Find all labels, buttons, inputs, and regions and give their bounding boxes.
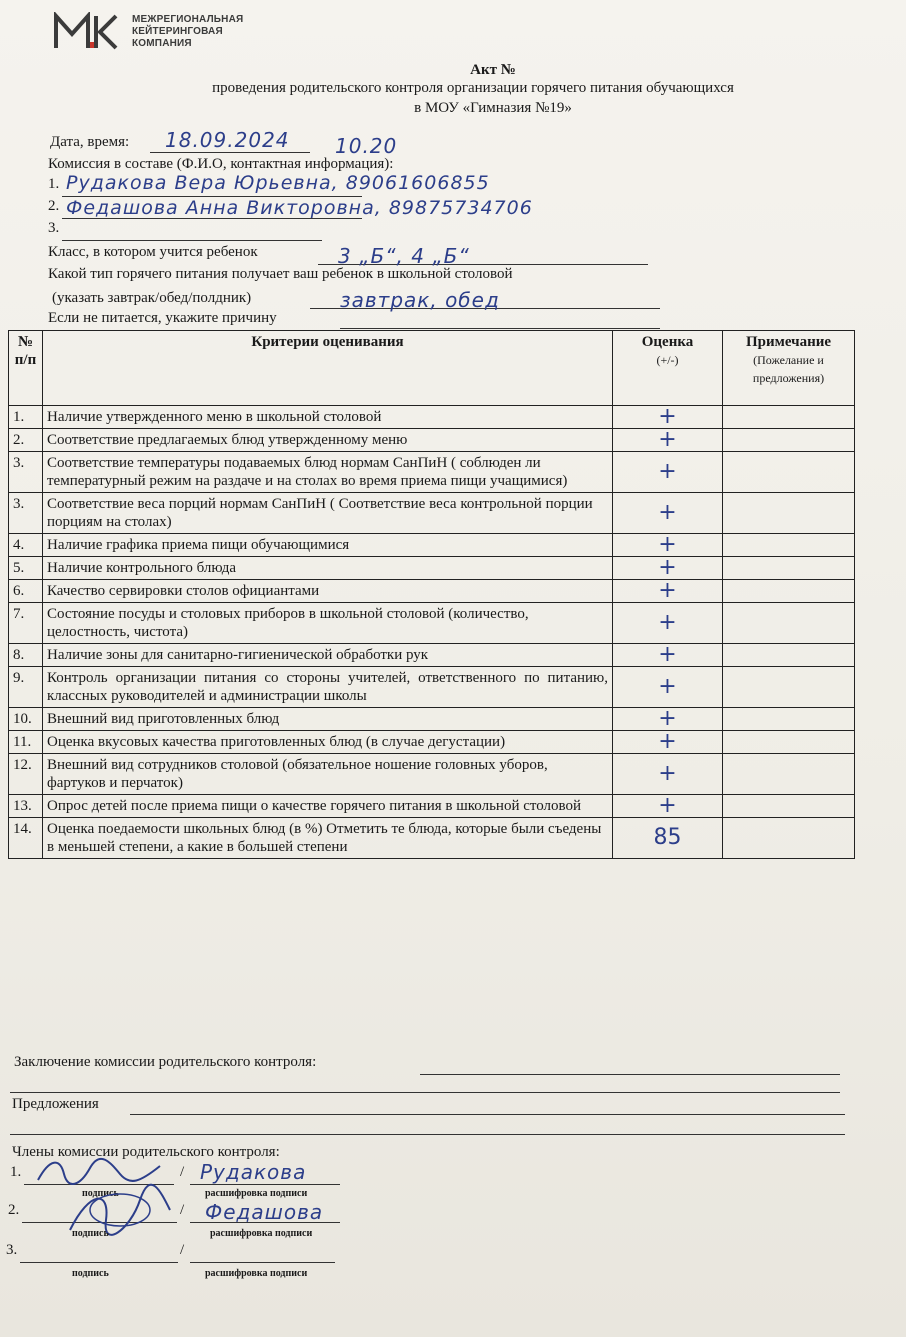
sig1-caption-decode: расшифровка подписи: [205, 1188, 308, 1199]
sig1-decode-line[interactable]: [190, 1184, 340, 1185]
row-num: 3.: [9, 452, 43, 493]
row-criterion: Соответствие предлагаемых блюд утвержденному меню: [43, 429, 613, 452]
row-num: 11.: [9, 731, 43, 754]
date-label: Дата, время:: [50, 134, 130, 150]
row-criterion: Наличие зоны для санитарно-гигиенической обработки рук: [43, 644, 613, 667]
sig2-number: 2.: [8, 1202, 20, 1218]
logo-line: МЕЖРЕГИОНАЛЬНАЯ: [132, 14, 244, 25]
row-score[interactable]: +: [613, 493, 723, 534]
sig1-name[interactable]: Рудакова: [200, 1160, 307, 1184]
row-num: 13.: [9, 795, 43, 818]
sig2-caption-decode: расшифровка подписи: [210, 1228, 313, 1239]
member2-value[interactable]: Федашова Анна Викторовна, 89875734706: [66, 197, 533, 219]
row-num: 14.: [9, 818, 43, 859]
sig3-decode-line[interactable]: [190, 1262, 335, 1263]
table-row: [9, 429, 855, 452]
logo-text: [132, 14, 243, 50]
row-criterion: Качество сервировки столов официантами: [43, 580, 613, 603]
date-underline: [150, 152, 310, 153]
row-criterion: Соответствие температуры подаваемых блюд нормам СанПиН ( соблюден ли температурный режим на раздаче и на столах во время приема пищи учащимися): [43, 452, 613, 493]
row-note[interactable]: [723, 580, 855, 603]
row-score[interactable]: +: [613, 429, 723, 452]
table-row: [9, 754, 855, 795]
table-row: [9, 667, 855, 708]
table-row: [9, 708, 855, 731]
row-score[interactable]: +: [613, 603, 723, 644]
sig1-caption-signature: подпись: [82, 1188, 119, 1199]
row-num: 10.: [9, 708, 43, 731]
member1-number: 1.: [48, 176, 60, 192]
row-criterion: Внешний вид приготовленных блюд: [43, 708, 613, 731]
commission-label: Комиссия в составе (Ф.И.О, контактная информация):: [48, 156, 394, 172]
sig3-signature-line[interactable]: [20, 1262, 178, 1263]
class-value[interactable]: 3 „Б“, 4 „Б“: [338, 244, 470, 268]
member1-value[interactable]: Рудакова Вера Юрьевна, 89061606855: [66, 172, 490, 194]
row-note[interactable]: [723, 406, 855, 429]
proposals-label: Предложения: [12, 1096, 99, 1112]
row-num: 6.: [9, 580, 43, 603]
row-criterion: Наличие утвержденного меню в школьной столовой: [43, 406, 613, 429]
row-note[interactable]: [723, 452, 855, 493]
header-note: [723, 331, 855, 406]
row-num: 12.: [9, 754, 43, 795]
conclusion-underline-2[interactable]: [10, 1092, 840, 1093]
row-note[interactable]: [723, 493, 855, 534]
logo-line: КОМПАНИЯ: [132, 38, 192, 49]
header-score: [613, 331, 723, 406]
table-row: [9, 603, 855, 644]
row-note[interactable]: [723, 754, 855, 795]
sig2-name[interactable]: Федашова: [205, 1200, 324, 1224]
row-criterion: Состояние посуды и столовых приборов в школьной столовой (количество, целостность, чистота): [43, 603, 613, 644]
sig1-number: 1.: [10, 1164, 22, 1180]
sig3-slash: /: [180, 1242, 185, 1258]
row-score[interactable]: 85: [613, 818, 723, 859]
header-score-note: (+/-): [656, 353, 679, 367]
date-value[interactable]: 18.09.2024: [165, 128, 290, 152]
table-header-row: [9, 331, 855, 406]
act-title: Акт №: [470, 62, 516, 78]
row-criterion: Наличие контрольного блюда: [43, 557, 613, 580]
row-num: 7.: [9, 603, 43, 644]
row-num: 3.: [9, 493, 43, 534]
sig3-caption-decode: расшифровка подписи: [205, 1268, 308, 1279]
logo-line: КЕЙТЕРИНГОВАЯ: [132, 26, 223, 37]
row-note[interactable]: [723, 644, 855, 667]
meal-type-value[interactable]: завтрак, обед: [340, 288, 500, 312]
row-num: 9.: [9, 667, 43, 708]
row-num: 1.: [9, 406, 43, 429]
table-row: [9, 818, 855, 859]
row-criterion: Внешний вид сотрудников столовой (обязательное ношение головных уборов, фартуков и перчаток): [43, 754, 613, 795]
row-note[interactable]: [723, 795, 855, 818]
table-row: [9, 534, 855, 557]
conclusion-label: Заключение комиссии родительского контроля:: [14, 1054, 317, 1070]
row-note[interactable]: [723, 603, 855, 644]
table-row: [9, 452, 855, 493]
row-num: 2.: [9, 429, 43, 452]
proposals-underline-2[interactable]: [10, 1134, 845, 1135]
row-score[interactable]: +: [613, 406, 723, 429]
criteria-table: [8, 330, 855, 859]
header-score-label: Оценка: [641, 334, 694, 350]
sig3-caption-signature: подпись: [72, 1268, 109, 1279]
meal-type-label: Какой тип горячего питания получает ваш ребенок в школьной столовой: [48, 266, 513, 282]
row-note[interactable]: [723, 429, 855, 452]
row-note[interactable]: [723, 818, 855, 859]
row-note[interactable]: [723, 557, 855, 580]
sig3-number: 3.: [6, 1242, 18, 1258]
row-score[interactable]: +: [613, 731, 723, 754]
member3-underline[interactable]: [62, 240, 322, 241]
company-logo: [52, 12, 243, 52]
row-criterion: Опрос детей после приема пищи о качестве горячего питания в школьной столовой: [43, 795, 613, 818]
row-score[interactable]: +: [613, 708, 723, 731]
row-num: 4.: [9, 534, 43, 557]
sig2-caption-signature: подпись: [72, 1228, 109, 1239]
school-name: в МОУ «Гимназия №19»: [414, 100, 572, 116]
table-row: [9, 406, 855, 429]
header-note-hint: (Пожелание и предложения): [752, 353, 825, 385]
reason-underline[interactable]: [340, 328, 660, 329]
conclusion-underline[interactable]: [420, 1074, 840, 1075]
row-criterion: Оценка поедаемости школьных блюд (в %) Отметить те блюда, которые были съедены в меньшей степени, а какие в большей степени: [43, 818, 613, 859]
row-score[interactable]: +: [613, 754, 723, 795]
header-num: № п/п: [9, 331, 43, 406]
mkk-logo-mark: [52, 12, 122, 52]
row-note[interactable]: [723, 534, 855, 557]
row-num: 5.: [9, 557, 43, 580]
row-score[interactable]: +: [613, 534, 723, 557]
header-criteria: Критерии оценивания: [43, 331, 613, 406]
reason-label: Если не питается, укажите причину: [48, 310, 277, 326]
class-label: Класс, в котором учится ребенок: [48, 244, 258, 260]
table-row: [9, 557, 855, 580]
act-subtitle: проведения родительского контроля организации горячего питания обучающихся: [212, 80, 734, 96]
table-row: [9, 731, 855, 754]
row-num: 8.: [9, 644, 43, 667]
row-score[interactable]: +: [613, 580, 723, 603]
member3-number: 3.: [48, 220, 60, 236]
meal-type-hint: (указать завтрак/обед/полдник): [52, 290, 252, 306]
proposals-underline[interactable]: [130, 1114, 845, 1115]
time-value[interactable]: 10.20: [335, 134, 398, 158]
row-criterion: Наличие графика приема пищи обучающимися: [43, 534, 613, 557]
row-note[interactable]: [723, 708, 855, 731]
row-note[interactable]: [723, 667, 855, 708]
sig2-slash: /: [180, 1202, 185, 1218]
table-row: [9, 493, 855, 534]
table-row: [9, 795, 855, 818]
row-score[interactable]: +: [613, 667, 723, 708]
row-criterion: Соответствие веса порций нормам СанПиН ( Соответствие веса контрольной порции порциям на столах): [43, 493, 613, 534]
header-note-label: Примечание: [745, 334, 832, 350]
row-score[interactable]: +: [613, 795, 723, 818]
row-score[interactable]: +: [613, 557, 723, 580]
row-score[interactable]: +: [613, 644, 723, 667]
members-label: Члены комиссии родительского контроля:: [12, 1144, 280, 1160]
row-criterion: Оценка вкусовых качества приготовленных блюд (в случае дегустации): [43, 731, 613, 754]
row-criterion: Контроль организации питания со стороны учителей, ответственного по питанию, классных руководителей и администрации школы: [43, 667, 613, 708]
table-row: [9, 580, 855, 603]
row-note[interactable]: [723, 731, 855, 754]
row-score[interactable]: +: [613, 452, 723, 493]
sig1-slash: /: [180, 1164, 185, 1180]
table-row: [9, 644, 855, 667]
member2-number: 2.: [48, 198, 60, 214]
